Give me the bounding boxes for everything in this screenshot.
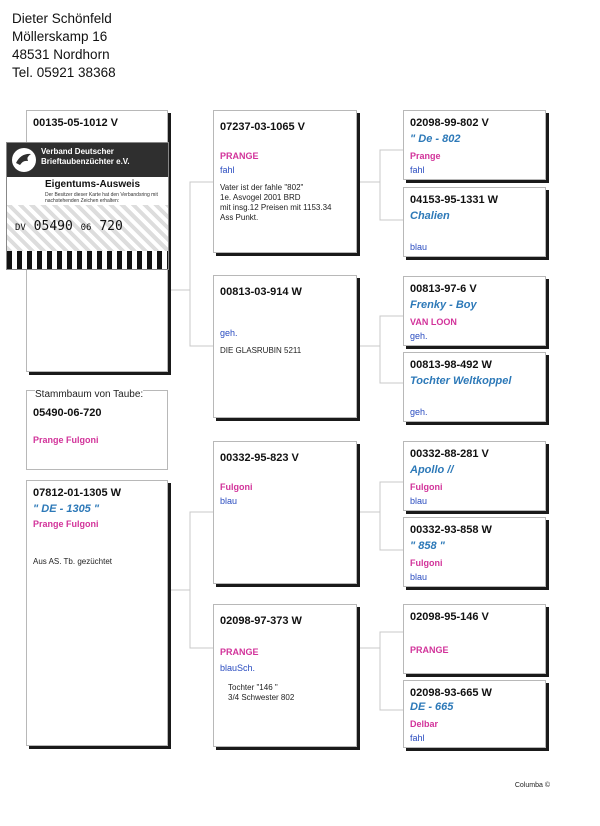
pigeon-logo-icon [11, 147, 37, 173]
ownership-card-image [6, 142, 169, 270]
grandparent-card[interactable] [213, 275, 357, 418]
mother-name: " DE - 1305 " [33, 503, 100, 515]
grandparent-color: fahl [220, 165, 235, 175]
grandparent-color: geh. [220, 328, 238, 338]
greatgrandparent-card[interactable] [403, 517, 546, 587]
pass-prefix: DV [15, 223, 26, 233]
ggp-color: blau [410, 496, 428, 506]
ggp-breeder: PRANGE [410, 645, 449, 655]
pass-year: 06 [80, 223, 92, 233]
mother-breeder: Prange Fulgoni [33, 519, 99, 529]
ggp-breeder: Fulgoni [410, 482, 443, 492]
greatgrandparent-card[interactable] [403, 441, 546, 511]
ggp-color: fahl [410, 165, 425, 175]
greatgrandparent-card[interactable] [403, 187, 546, 257]
subject-ring: 05490-06-720 [33, 407, 102, 419]
ggp-name: Apollo // [410, 464, 454, 476]
ggp-breeder: Delbar [410, 719, 439, 729]
ggp-breeder: VAN LOON [410, 317, 457, 327]
owner-street: Möllerskamp 16 [12, 29, 108, 44]
ggp-ring: 04153-95-1331 W [410, 194, 499, 206]
subject-card[interactable] [26, 390, 168, 470]
greatgrandparent-card[interactable] [403, 680, 546, 748]
father-ring: 00135-05-1012 V [33, 117, 119, 129]
subject-name: Prange Fulgoni [33, 435, 99, 445]
grandparent-note: Vater ist der fahle "802" 1e. Asvogel 2001 BRD mit insg.12 Preisen mit 1153.34 Ass Punkt. [220, 183, 332, 222]
ggp-name: Frenky - Boy [410, 299, 477, 311]
ggp-ring: 02098-95-146 V [410, 611, 489, 623]
ggp-color: blau [410, 572, 428, 582]
owner-address [12, 10, 116, 82]
mother-note: Aus AS. Tb. gezüchtet [33, 557, 113, 566]
grandparent-card[interactable] [213, 110, 357, 253]
pass-number: 05490 [33, 219, 73, 234]
ggp-ring: 00332-88-281 V [410, 448, 489, 460]
ggp-breeder: Fulgoni [410, 558, 443, 568]
grandparent-ring: 07237-03-1065 V [220, 121, 306, 133]
greatgrandparent-card[interactable] [403, 110, 546, 180]
grandparent-breeder: PRANGE [220, 647, 259, 657]
grandparent-ring: 00813-03-914 W [220, 286, 302, 298]
owner-phone: Tel. 05921 38368 [12, 65, 116, 80]
ggp-ring: 02098-99-802 V [410, 117, 489, 129]
grandparent-breeder: PRANGE [220, 151, 259, 161]
owner-name: Dieter Schönfeld [12, 11, 112, 26]
pass-title: Eigentums-Ausweis [45, 179, 141, 190]
ggp-color: geh. [410, 407, 428, 417]
ggp-name: " 858 " [410, 540, 445, 552]
pass-header [7, 143, 168, 177]
mother-card[interactable] [26, 480, 168, 746]
grandparent-ring: 00332-95-823 V [220, 452, 299, 464]
greatgrandparent-card[interactable] [403, 276, 546, 346]
ggp-ring: 02098-93-665 W [410, 687, 492, 699]
ggp-ring: 00813-97-6 V [410, 283, 477, 295]
ggp-name: " De - 802 [410, 133, 461, 145]
pass-ring-number [15, 219, 123, 234]
grandparent-card[interactable] [213, 604, 357, 747]
owner-city: 48531 Nordhorn [12, 47, 110, 62]
mother-ring: 07812-01-1305 W [33, 487, 122, 499]
grandparent-color: blau [220, 496, 238, 506]
ggp-ring: 00813-98-492 W [410, 359, 492, 371]
greatgrandparent-card[interactable] [403, 352, 546, 422]
ggp-color: blau [410, 242, 428, 252]
ggp-name: Chalien [410, 210, 450, 222]
grandparent-note: Tochter "146 " 3/4 Schwester 802 [228, 683, 295, 702]
grandparent-note: DIE GLASRUBIN 5211 [220, 346, 302, 355]
ggp-color: geh. [410, 331, 428, 341]
pedigree-label: Stammbaum von Taube: [35, 389, 144, 400]
pass-hex-pattern [7, 251, 168, 270]
grandparent-breeder: Fulgoni [220, 482, 253, 492]
ggp-ring: 00332-93-858 W [410, 524, 492, 536]
ggp-name: Tochter Weltkoppel [410, 375, 512, 387]
grandparent-color: blauSch. [220, 663, 256, 673]
footer-credit: Columba © [514, 782, 550, 789]
pass-subtitle: Der Besitzer dieser Karte hat den Verbandsring mit nachstehenden Zeichen erhalten: [45, 192, 158, 204]
ggp-breeder: Prange [410, 151, 441, 161]
ggp-color: fahl [410, 733, 425, 743]
pass-ring: 720 [99, 219, 123, 234]
grandparent-ring: 02098-97-373 W [220, 615, 302, 627]
greatgrandparent-card[interactable] [403, 604, 546, 674]
grandparent-card[interactable] [213, 441, 357, 584]
pass-org: Verband Deutscher Brieftaubenzüchter e.V. [41, 147, 130, 166]
ggp-name: DE - 665 [410, 701, 454, 713]
